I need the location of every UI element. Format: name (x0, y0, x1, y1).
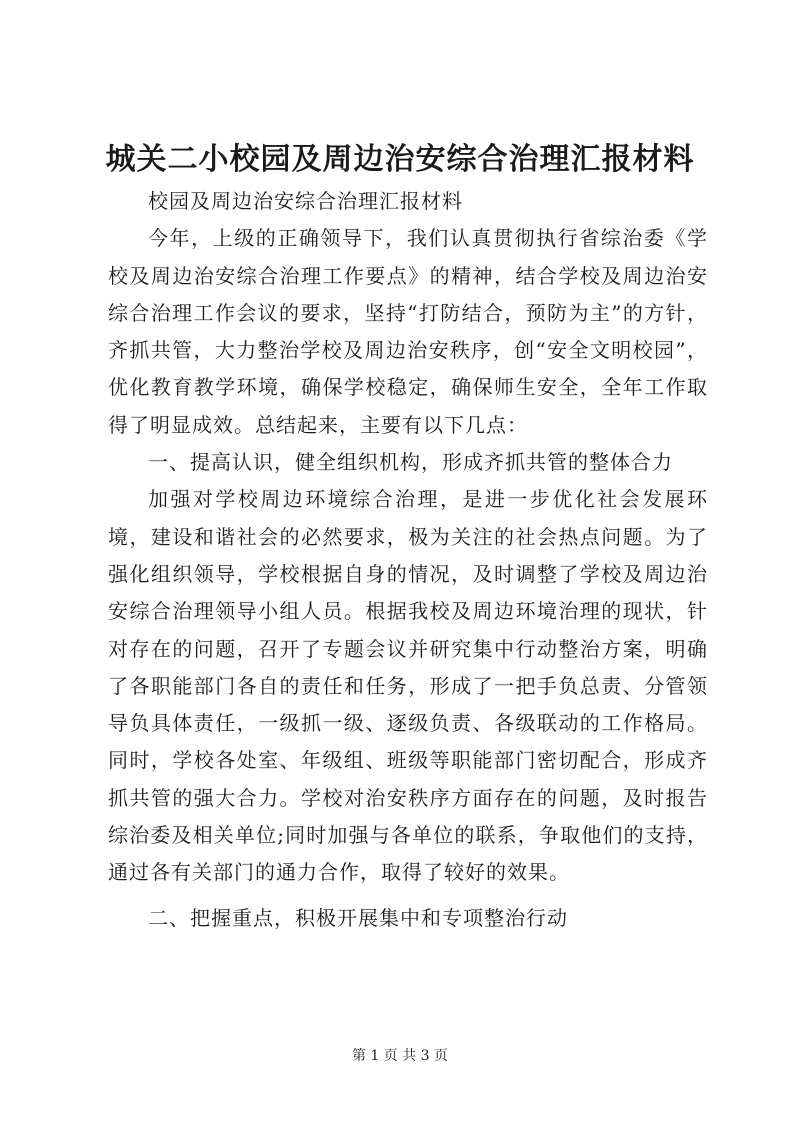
page-footer: 第 1 页 共 3 页 (351, 1048, 449, 1064)
section-heading-1: 一、提高认识，健全组织机构，形成齐抓共管的整体合力 (148, 450, 673, 475)
section-heading-2: 二、把握重点，积极开展集中和专项整治行动 (148, 905, 568, 930)
document-subtitle: 校园及周边治安综合治理汇报材料 (148, 189, 463, 213)
document-title: 城关二小校园及周边治安综合治理汇报材料 (105, 142, 695, 177)
section-1-paragraph: 加强对学校周边环境综合治理，是进一步优化社会发展环境，建设和谐社会的必然要求，极为关注的社会热点问题。为了强化组织领导，学校根据自身的情况，及时调整了学校及周边治安综合治理领导小组人员。根据我校及周边环境治理的现状，针对存在的问题，召开了专题会议并研究集中行动整治方案，明确了各职能部门各自的责任和任务，形成了一把手负总责、分管领导负具体责任，一级抓一级、逐级负责、各级联动的工作格局。同时，学校各处室、年级组、班级等职能部门密切配合，形成齐抓共管的强大合力。学校对治安秩序方面存在的问题，及时报告综治委及相关单位;同时加强与各单位的联系，争取他们的支持，通过各有关部门的通力合作，取得了较好的效果。 (108, 487, 708, 885)
document-body (108, 183, 708, 937)
intro-paragraph: 今年，上级的正确领导下，我们认真贯彻执行省综治委《学校及周边治安综合治理工作要点》的精神，结合学校及周边治安综合治理工作会议的要求，坚持“打防结合，预防为主”的方针，齐抓共管，大力整治学校及周边治安秩序，创“安全文明校园”，优化教育教学环境，确保学校稳定，确保师生安全，全年工作取得了明显成效。总结起来，主要有以下几点： (108, 226, 708, 437)
